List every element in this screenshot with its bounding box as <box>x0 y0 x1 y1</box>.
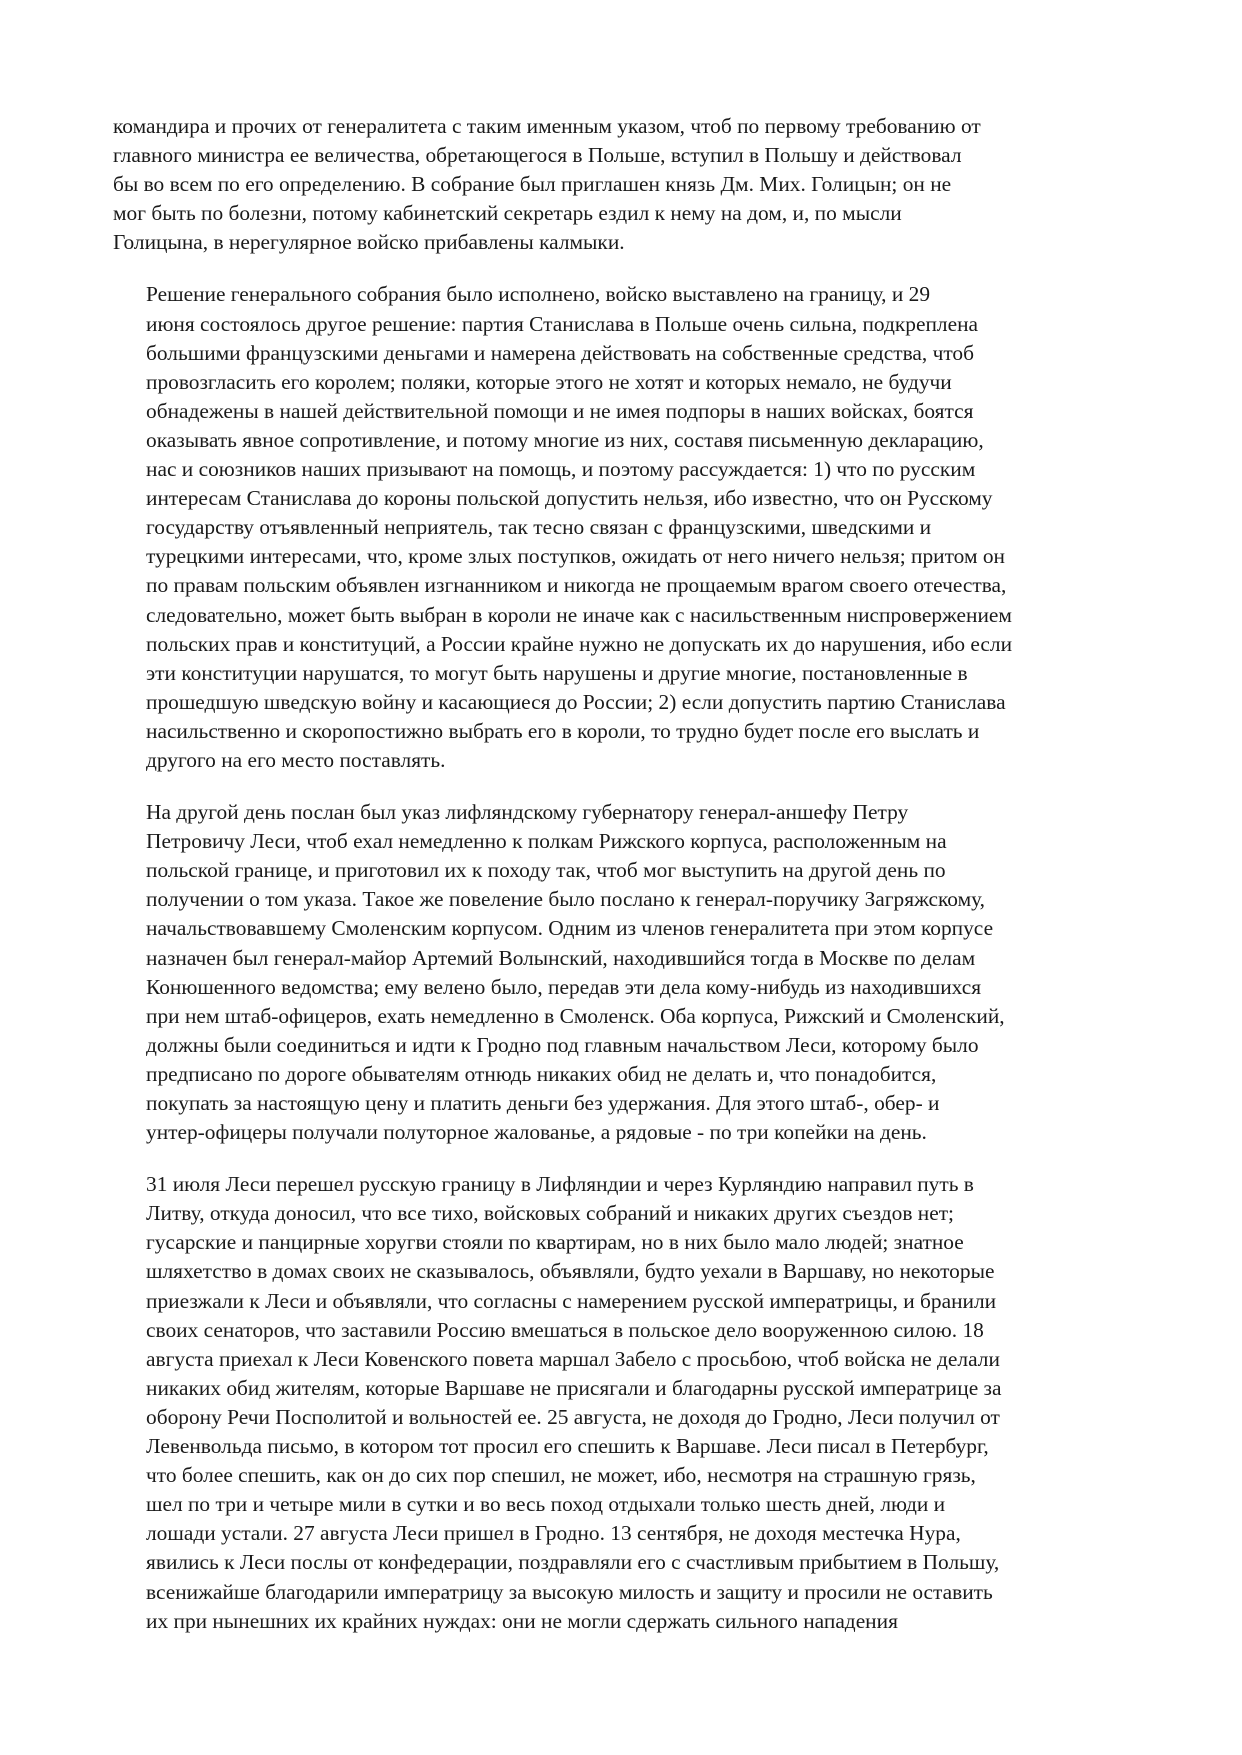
text-line: при нем штаб-офицеров, ехать немедленно в Смоленск. Оба корпуса, Рижский и Смоленский, <box>146 1003 1005 1028</box>
text-line: 31 июля Леси перешел русскую границу в Лифляндии и через Курляндию направил путь в <box>146 1172 974 1197</box>
text-line: бы во всем по его определению. В собрание был приглашен князь Дм. Мих. Голицын; он не <box>113 172 952 197</box>
text-line: Литву, откуда доносил, что все тихо, войсковых собраний и никаких других съездов нет; <box>146 1201 954 1226</box>
text-line: июня состоялось другое решение: партия Станислава в Польше очень сильна, подкреплена <box>146 311 979 336</box>
text-line: начальствовавшему Смоленским корпусом. Одним из членов генералитета при этом корпусе <box>146 916 994 941</box>
text-line: На другой день послан был указ лифляндскому губернатору генерал-аншефу Петру <box>146 800 909 825</box>
text-line: августа приехал к Леси Ковенского повета маршал Забело с просьбою, чтоб войска не делали <box>146 1346 1000 1371</box>
text-line: гусарские и панцирные хоругви стояли по квартирам, но в них было мало людей; знатное <box>146 1230 964 1255</box>
text-line: польской границе, и приготовил их к походу так, чтоб мог выступить на другой день по <box>146 858 946 883</box>
text-line: нас и союзников наших призывают на помощь, и поэтому рассуждается: 1) что по русским <box>146 457 976 482</box>
text-line: их при нынешних их крайних нуждах: они не могли сдержать сильного нападения <box>146 1608 898 1633</box>
paragraph-4 <box>113 1170 1143 1636</box>
text-line: обнадежены в нашей действительной помощи и не имея подпоры в наших войсках, боятся <box>146 398 974 423</box>
text-line: мог быть по болезни, потому кабинетский секретарь ездил к нему на дом, и, по мысли <box>113 201 902 226</box>
text-line: польских прав и конституций, а России крайне нужно не допускать их до нарушения, ибо если <box>146 631 1013 656</box>
text-line: большими французскими деньгами и намерена действовать на собственные средства, чтоб <box>146 340 974 365</box>
text-line: никаких обид жителям, которые Варшаве не присягали и благодарны русской императрице за <box>146 1375 1002 1400</box>
text-line: назначен был генерал-майор Артемий Волынский, находившийся тогда в Москве по делам <box>146 945 976 970</box>
text-line: оборону Речи Посполитой и вольностей ее. 25 августа, не доходя до Гродно, Леси получил от <box>146 1404 1000 1429</box>
text-line: Конюшенного ведомства; ему велено было, передав эти дела кому-нибудь из находившихся <box>146 974 982 999</box>
paragraph-1 <box>113 112 1143 257</box>
text-line: явились к Леси послы от конфедерации, поздравляли его с счастливым прибытием в Польшу, <box>146 1550 1000 1575</box>
text-line: всенижайше благодарили императрицу за высокую милость и защиту и просили не оставить <box>146 1579 993 1604</box>
text-line: должны были соединиться и идти к Гродно под главным начальством Леси, которому было <box>146 1032 979 1057</box>
text-line: интересам Станислава до короны польской допустить нельзя, ибо известно, что он Русскому <box>146 486 993 511</box>
text-line: Петровичу Леси, чтоб ехал немедленно к полкам Рижского корпуса, расположенным на <box>146 829 947 854</box>
text-line: по правам польским объявлен изгнанником и никогда не прощаемым врагом своего отечества, <box>146 573 1007 598</box>
text-line: предписано по дороге обывателям отнюдь никаких обид не делать и, что понадобится, <box>146 1061 937 1086</box>
text-line: покупать за настоящую цену и платить деньги без удержания. Для этого штаб-, обер- и <box>146 1091 940 1115</box>
text-line: получении о том указа. Такое же повеление было послано к генерал-поручику Загряжскому, <box>146 887 986 912</box>
text-line: командира и прочих от генералитета с таким именным указом, чтоб по первому требованию от <box>113 114 981 138</box>
text-line: эти конституции нарушатся, то могут быть нарушены и другие многие, постановленные в <box>146 660 968 685</box>
text-line: следовательно, может быть выбран в короли не иначе как с насильственным ниспровержением <box>146 602 1012 627</box>
text-line: насильственно и скоропостижно выбрать его в короли, то трудно будет после его выслать и <box>146 718 980 743</box>
text-line: прошедшую шведскую войну и касающиеся до России; 2) если допустить партию Станислава <box>146 689 1006 714</box>
text-line: лошади устали. 27 августа Леси пришел в Гродно. 13 сентября, не доходя местечка Нура, <box>146 1521 961 1546</box>
text-line: шляхетство в домах своих не сказывалось, объявляли, будто уехали в Варшаву, но некоторые <box>146 1259 995 1284</box>
text-line: Левенвольда письмо, в котором тот просил его спешить к Варшаве. Леси писал в Петербург, <box>146 1434 989 1459</box>
text-line: Решение генерального собрания было исполнено, войско выставлено на границу, и 29 <box>146 282 931 307</box>
text-line: турецкими интересами, что, кроме злых поступков, ожидать от него ничего нельзя; притом он <box>146 544 1005 569</box>
text-line: приезжали к Леси и объявляли, что согласны с намерением русской императрицы, и бранили <box>146 1288 997 1313</box>
text-line: провозгласить его королем; поляки, которые этого не хотят и которых немало, не будучи <box>146 369 952 394</box>
text-line: шел по три и четыре мили в сутки и во весь поход отдыхали только шесть дней, люди и <box>146 1492 946 1517</box>
text-line: главного министра ее величества, обретающегося в Польше, вступил в Польшу и действовал <box>113 143 962 168</box>
document-page <box>113 112 1143 1659</box>
text-line: другого на его место поставлять. <box>146 747 446 772</box>
paragraph-2 <box>113 280 1143 775</box>
text-line: оказывать явное сопротивление, и потому многие из них, составя письменную декларацию, <box>146 427 984 452</box>
paragraph-3 <box>113 798 1143 1147</box>
text-line: Голицына, в нерегулярное войско прибавлены калмыки. <box>113 230 625 255</box>
text-line: что более спешить, как он до сих пор спешил, не может, ибо, несмотря на страшную грязь, <box>146 1463 976 1488</box>
text-line: своих сенаторов, что заставили Россию вмешаться в польское дело вооруженною силою. 18 <box>146 1317 984 1342</box>
text-line: унтер-офицеры получали полуторное жалованье, а рядовые - по три копейки на день. <box>146 1120 927 1145</box>
text-line: государству отъявленный неприятель, так тесно связан с французскими, шведскими и <box>146 515 932 540</box>
